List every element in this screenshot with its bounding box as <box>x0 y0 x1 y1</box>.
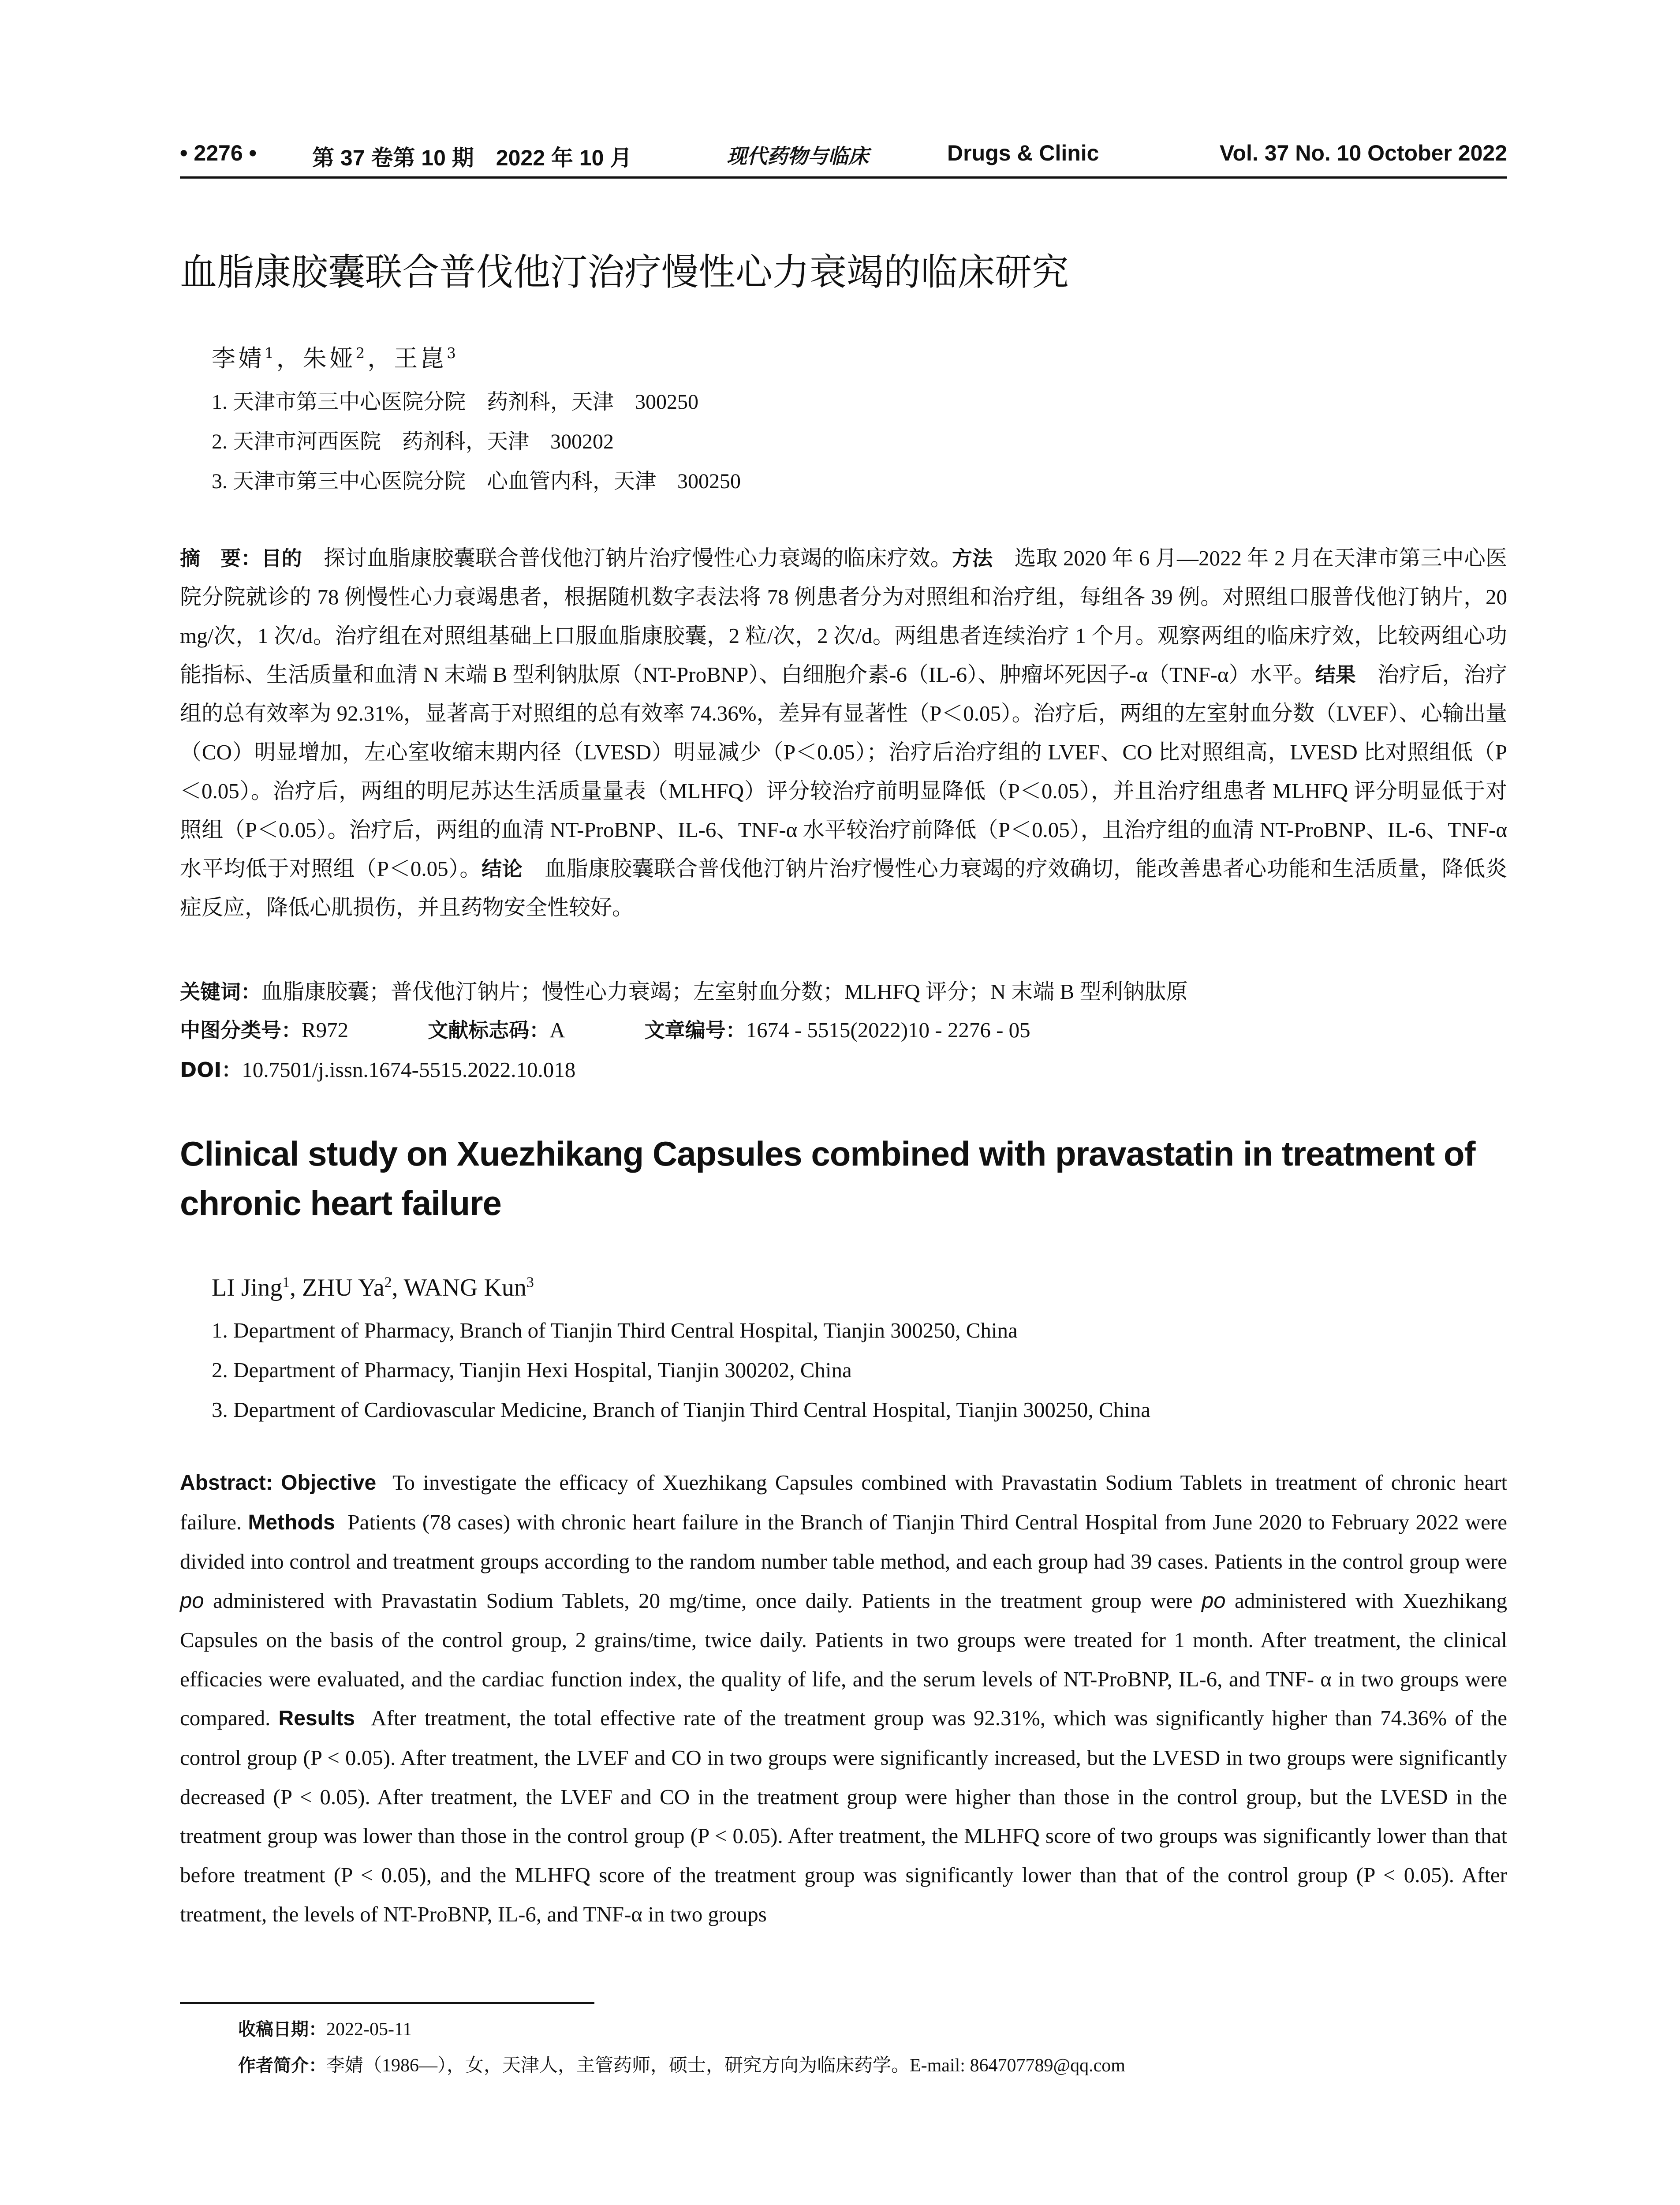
chinese-affiliation: 1. 天津市第三中心医院分院 药剂科，天津 300250 <box>212 390 699 414</box>
conclusion-label: 结论 <box>482 857 523 881</box>
running-header <box>180 140 1507 176</box>
english-affiliation: 3. Department of Cardiovascular Medicine, Branch of Tianjin Third Central Hospital, Tianjin 300250, China <box>212 1398 1150 1422</box>
methods-text: Patients (78 cases) with chronic heart failure in the Branch of Tianjin Third Central Hospital from June 2020 to February 2022 were divided into control and treatment groups according to the random number table method, and each group had 39 cases. Patients in the control group were <box>180 1510 1507 1574</box>
doi-label: DOI： <box>180 1058 242 1082</box>
doi-link[interactable]: 10.7501/j.issn.1674-5515.2022.10.018 <box>242 1058 576 1082</box>
article-no-label: 文章编号： <box>644 1018 746 1042</box>
author-affiliation-mark: 3 <box>526 1274 534 1291</box>
article-no-value: 1674 - 5515(2022)10 - 2276 - 05 <box>746 1018 1030 1042</box>
english-title: Clinical study on Xuezhikang Capsules combined with pravastatin in treatment of chronic heart failure <box>180 1134 1475 1222</box>
header-issue: 第 37 卷第 10 期 2022 年 10 月 <box>312 146 632 170</box>
received-label: 收稿日期： <box>238 2019 326 2040</box>
author-affiliation-mark: 2 <box>384 1274 392 1291</box>
keywords-label: 关键词： <box>180 980 261 1004</box>
header-journal-cn: 现代药物与临床 <box>727 144 869 168</box>
author-name: 王崑 <box>394 344 447 372</box>
author-name: 李婧 <box>212 344 265 372</box>
header-journal-en: Drugs & Clinic <box>947 141 1099 165</box>
objective-label: 目的 <box>261 546 302 570</box>
methods-text: administered with Xuezhikang Capsules on the basis of the control group, 2 grains/time, twice daily. Patients in two groups were treated for 1 month. After treatment, the clinical efficacies were evaluated, and the cardiac function index, the quality of life, and the serum levels of NT-ProBNP, IL-6, and TNF- α in two groups were compared. <box>180 1588 1508 1730</box>
author-bio-text: 李婧（1986—），女，天津人，主管药师，硕士，研究方向为临床药学。E-mail: 864707789@qq.com <box>326 2056 1125 2076</box>
author-separator: ， <box>367 344 394 372</box>
received-date: 2022-05-11 <box>326 2019 412 2040</box>
objective-label: Objective <box>281 1471 377 1495</box>
author-name: 朱娅 <box>302 344 356 372</box>
abstract-label: 摘 要： <box>180 546 261 570</box>
author-name: ZHU Ya <box>302 1274 385 1301</box>
doc-code-value: A <box>549 1018 565 1042</box>
footnote-rule <box>180 2002 594 2004</box>
chinese-title: 血脂康胶囊联合普伐他汀治疗慢性心力衰竭的临床研究 <box>180 250 1069 294</box>
author-separator: ， <box>276 344 303 372</box>
objective-text: To investigate the efficacy of Xuezhikang Capsules combined with Pravastatin Sodium Tablets in treatment of chronic heart failure. <box>180 1470 1508 1534</box>
author-bio-label: 作者简介： <box>238 2056 326 2076</box>
english-affiliation: 2. Department of Pharmacy, Tianjin Hexi Hospital, Tianjin 300202, China <box>212 1358 852 1382</box>
english-authors <box>212 1274 534 1302</box>
results-label: 结果 <box>1315 663 1356 687</box>
methods-text: 选取 2020 年 6 月—2022 年 2 月在天津市第三中心医院分院就诊的 78 例慢性心力衰竭患者，根据随机数字表法将 78 例患者分为对照组和治疗组，每组各 39 例。对照组口服普伐他汀钠片，20 mg/次，1 次/d。治疗组在对照组基础上口服血脂康胶囊，2 粒/次，2 次/d。两组患者连续治疗 1 个月。观察两组的临床疗效，比较两组心功能指标、生活质量和血清 N 末端 B 型利钠肽原（NT-ProBNP）、白细胞介素-6（IL-6）、肿瘤坏死因子-α（TNF-α）水平。 <box>180 546 1508 687</box>
author-separator: , <box>392 1274 404 1301</box>
doi-line <box>180 1054 575 1083</box>
header-volume: Vol. 37 No. 10 October 2022 <box>1219 141 1507 165</box>
chinese-keywords <box>180 975 1188 1005</box>
keywords-text: 血脂康胶囊；普伐他汀钠片；慢性心力衰竭；左室射血分数；MLHFQ 评分；N 末端 B 型利钠肽原 <box>261 979 1188 1004</box>
clc-label: 中图分类号： <box>180 1018 302 1042</box>
conclusion-text: 血脂康胶囊联合普伐他汀钠片治疗慢性心力衰竭的疗效确切，能改善患者心功能和生活质量，降低炎症反应，降低心肌损伤，并且药物安全性较好。 <box>180 856 1507 919</box>
author-affiliation-mark: 1 <box>282 1274 290 1291</box>
author-name: LI Jing <box>212 1274 283 1301</box>
clc-value: R972 <box>302 1018 349 1042</box>
doc-code-label: 文献标志码： <box>428 1018 550 1042</box>
chinese-authors <box>212 340 459 374</box>
po-italic: po <box>1202 1589 1226 1613</box>
methods-label: Methods <box>248 1510 335 1534</box>
chinese-affiliation: 2. 天津市河西医院 药剂科，天津 300202 <box>212 430 614 453</box>
objective-text: 探讨血脂康胶囊联合普伐他汀钠片治疗慢性心力衰竭的临床疗效。 <box>302 546 952 570</box>
chinese-abstract <box>180 539 1507 927</box>
author-separator: , <box>290 1274 302 1301</box>
author-affiliation-mark: 1 <box>265 345 276 362</box>
author-bio-note <box>238 2051 1125 2077</box>
abstract-label: Abstract: <box>180 1471 273 1495</box>
methods-text: administered with Pravastatin Sodium Tablets, 20 mg/time, once daily. Patients in the treatment group were <box>213 1588 1193 1613</box>
author-affiliation-mark: 2 <box>355 345 368 362</box>
classification-line <box>180 1014 1030 1043</box>
author-name: WANG Kun <box>403 1274 526 1301</box>
header-rule <box>180 176 1507 179</box>
author-affiliation-mark: 3 <box>447 345 459 362</box>
english-abstract <box>180 1463 1507 1934</box>
chinese-affiliation: 3. 天津市第三中心医院分院 心血管内科，天津 300250 <box>212 470 741 493</box>
po-italic: po <box>180 1589 204 1613</box>
methods-label: 方法 <box>952 546 993 570</box>
received-date-note <box>238 2015 412 2041</box>
english-affiliation: 1. Department of Pharmacy, Branch of Tianjin Third Central Hospital, Tianjin 300250, China <box>212 1318 1018 1342</box>
results-label: Results <box>278 1707 355 1730</box>
header-page-number: • 2276 • <box>180 141 257 165</box>
results-text: After treatment, the total effective rate of the treatment group was 92.31%, which was significantly higher than 74.36% of the control group (P < 0.05). After treatment, the LVEF and CO in two groups were significantly increased, but the LVESD in two groups were significantly decreased (P < 0.05). After treatment, the LVEF and CO in the treatment group were higher than those in the control group, but the LVESD in the treatment group was lower than those in the control group (P < 0.05). After treatment, the MLHFQ score of two groups was significantly lower than that before treatment (P < 0.05), and the MLHFQ score of the treatment group was significantly lower than that of the control group (P < 0.05). After treatment, the levels of NT-ProBNP, IL-6, and TNF-α in two groups <box>180 1706 1508 1926</box>
results-text: 治疗后，治疗组的总有效率为 92.31%，显著高于对照组的总有效率 74.36%，差异有显著性（P＜0.05）。治疗后，两组的左室射血分数（LVEF）、心输出量（CO）明显增加，左心室收缩末期内径（LVESD）明显减少（P＜0.05）；治疗后治疗组的 LVEF、CO 比对照组高，LVESD 比对照组低（P＜0.05）。治疗后，两组的明尼苏达生活质量量表（MLHFQ）评分较治疗前明显降低（P＜0.05），并且治疗组患者 MLHFQ 评分明显低于对照组（P＜0.05）。治疗后，两组的血清 NT-ProBNP、IL-6、TNF-α 水平较治疗前降低（P＜0.05），且治疗组的血清 NT-ProBNP、IL-6、TNF-α 水平均低于对照组（P＜0.05）。 <box>180 662 1508 881</box>
